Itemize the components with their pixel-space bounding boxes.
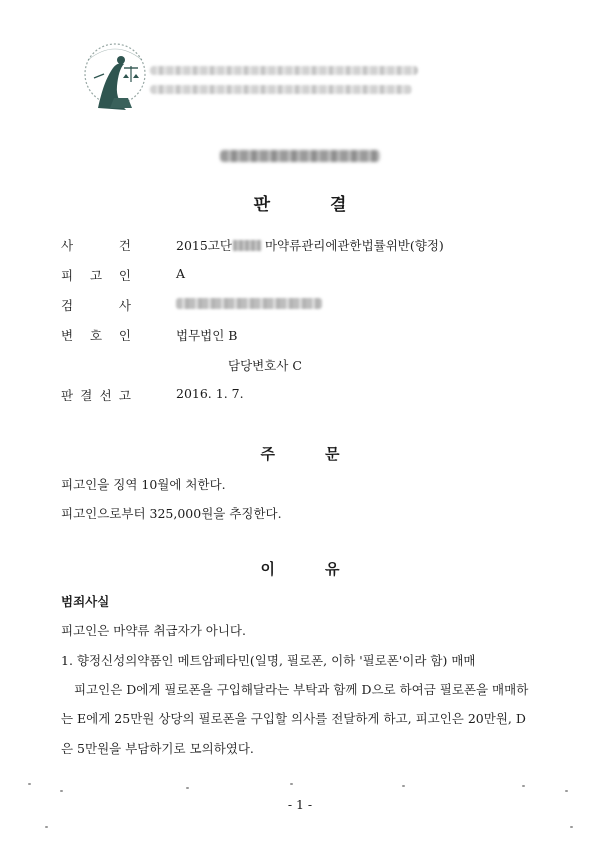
reason-line: 은 5만원을 부담하기로 모의하였다. (61, 741, 254, 756)
reasons-heading: 이유 (260, 560, 390, 578)
scan-speck (522, 785, 525, 787)
label-case-text: 사 건 (61, 238, 131, 253)
reason-line: 피고인은 마약류 취급자가 아니다. (61, 623, 246, 638)
scan-speck (565, 790, 568, 792)
redacted-header-line (150, 85, 412, 94)
scan-speck (402, 785, 405, 787)
label-case (61, 236, 131, 254)
scan-speck (28, 783, 31, 785)
reason-line: 1. 향정신성의약품인 메트암페타민(일명, 필로폰, 이하 '필로폰'이라 함) 매매 (61, 653, 476, 668)
value-counsel-firm: 법무법인 B (176, 328, 238, 343)
reason-line: 피고인은 D에게 필로폰을 구입해달라는 부탁과 함께 D으로 하여금 필로폰을 매매하 (74, 682, 529, 697)
redacted-prosecutor (176, 298, 322, 309)
scan-speck (60, 790, 63, 792)
case-number-prefix: 2015고단 (176, 238, 232, 253)
order-line: 피고인을 징역 10월에 처한다. (61, 477, 226, 492)
label-prosecutor-text: 검 사 (61, 298, 131, 313)
redacted-case-number (233, 240, 261, 251)
scan-speck (290, 783, 293, 785)
document-title: 판결 (253, 195, 407, 215)
facts-subheading: 범죄사실 (61, 594, 110, 609)
order-line: 피고인으로부터 325,000원을 추징한다. (61, 506, 282, 521)
label-prosecutor (61, 296, 131, 314)
value-case (176, 236, 444, 254)
redacted-court-name (220, 150, 380, 162)
scan-speck (45, 826, 48, 828)
label-counsel-text: 변 호 인 (61, 328, 131, 343)
label-defendant (61, 266, 131, 284)
value-counsel-attorney: 담당변호사 C (228, 358, 302, 373)
value-sentence-date: 2016. 1. 7. (176, 386, 244, 401)
page-number: - 1 - (287, 797, 313, 812)
reason-line: 는 E에게 25만원 상당의 필로폰을 구입할 의사를 전달하게 하고, 피고인은 20만원, D (61, 711, 526, 726)
label-counsel (61, 326, 131, 344)
label-sentence-date (61, 386, 131, 404)
order-heading: 주문 (260, 445, 390, 463)
court-seal-logo (80, 38, 150, 116)
label-sentence-date-text: 판 결 선 고 (61, 388, 131, 403)
label-defendant-text: 피 고 인 (61, 268, 131, 283)
value-prosecutor (176, 296, 322, 311)
scan-speck (570, 826, 573, 828)
case-charge: 마약류관리에관한법률위반(향정) (264, 238, 444, 253)
redacted-header-line (150, 66, 418, 75)
scan-speck (186, 787, 189, 789)
value-defendant: A (176, 266, 186, 281)
